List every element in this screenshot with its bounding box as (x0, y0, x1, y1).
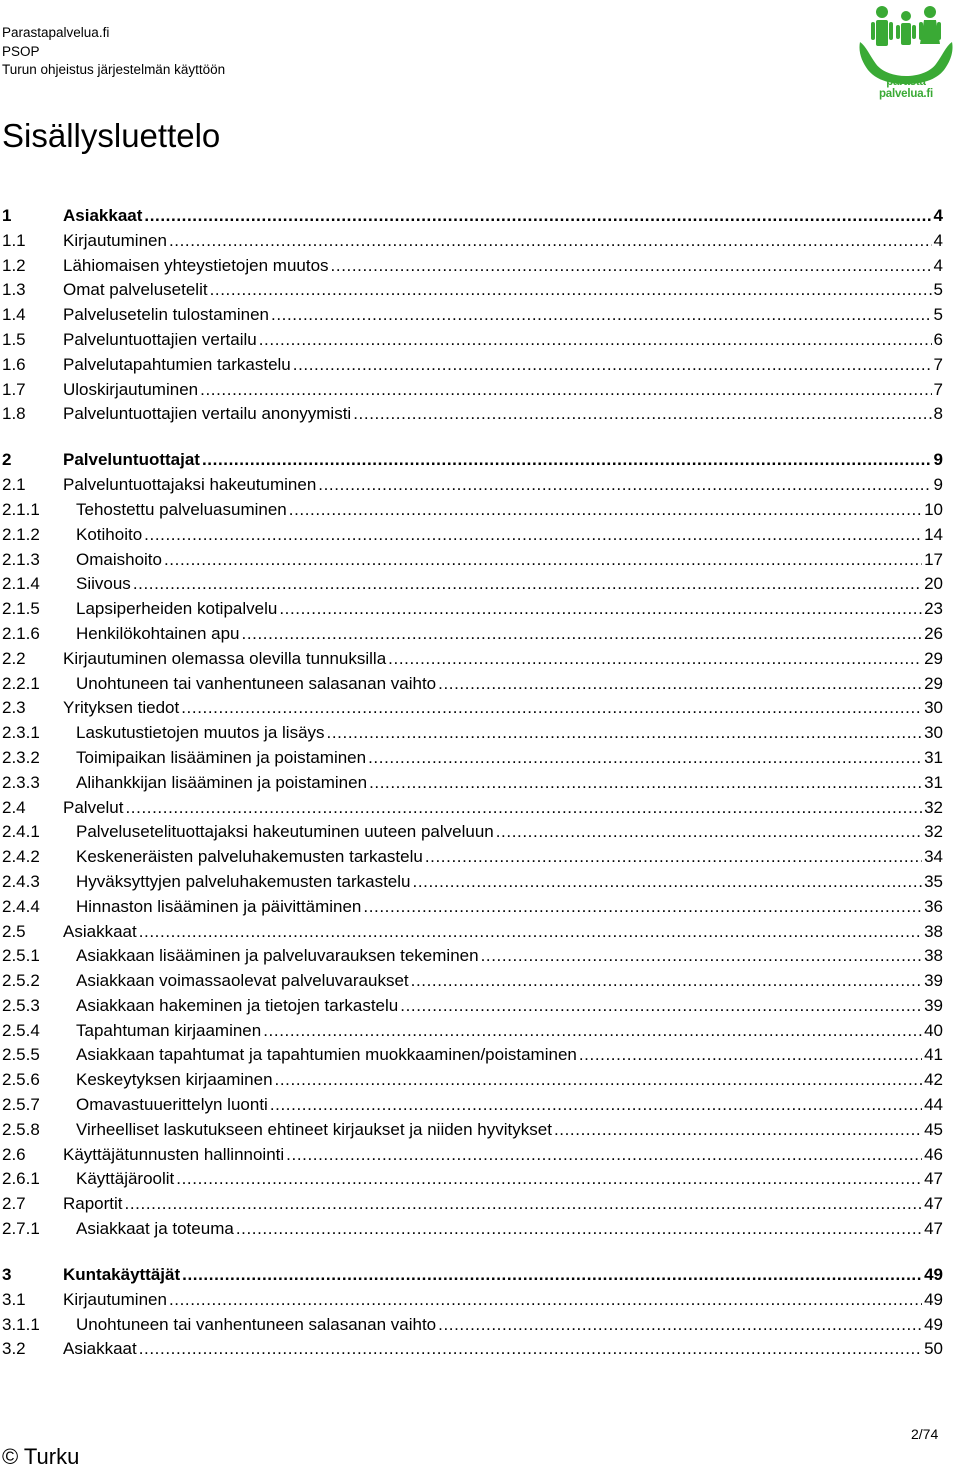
header-document-title: Turun ohjeistus järjestelmän käyttöön (2, 62, 226, 77)
toc-entry-page: 39 (924, 995, 943, 1015)
toc-entry[interactable] (0, 795, 943, 820)
toc-entry-page: 26 (924, 623, 943, 643)
toc-entry-page: 9 (933, 450, 943, 470)
toc-entry-page: 46 (924, 1144, 943, 1164)
toc-entry-link[interactable] (63, 305, 943, 325)
toc-entry[interactable] (0, 571, 943, 596)
toc-entry-label: Omaishoito (76, 549, 162, 569)
toc-entry-link[interactable] (76, 1021, 943, 1041)
toc-entry-link[interactable] (76, 822, 943, 842)
people-hands-logo-icon (858, 2, 954, 86)
toc-entry-label: Henkilökohtainen apu (76, 623, 240, 643)
toc-entry-page: 20 (924, 574, 943, 594)
toc-dot-leader (318, 475, 931, 495)
toc-dot-leader (400, 996, 922, 1016)
toc-entry-page: 29 (924, 648, 943, 668)
toc-entry-number: 2.5.2 (2, 971, 40, 991)
toc-entry-page: 49 (924, 1289, 943, 1309)
toc-entry-link[interactable] (63, 1290, 943, 1310)
toc-entry-label: Palveluntuottajien vertailu anonyymisti (63, 404, 352, 424)
toc-dot-leader (270, 1095, 922, 1115)
toc-entry-link[interactable] (63, 330, 943, 350)
toc-dot-leader (363, 897, 922, 917)
toc-entry-page: 17 (924, 549, 943, 569)
toc-entry[interactable] (0, 1042, 943, 1067)
toc-entry-link[interactable] (76, 1169, 943, 1189)
toc-dot-leader (144, 525, 922, 545)
toc-entry-link[interactable] (63, 404, 943, 424)
toc-entry-link[interactable] (76, 674, 943, 694)
toc-entry-page: 45 (924, 1119, 943, 1139)
toc-entry-number: 2.5.3 (2, 995, 40, 1015)
toc-entry-link[interactable] (63, 1145, 943, 1165)
toc-entry-label: Palvelut (63, 797, 124, 817)
toc-entry[interactable] (0, 401, 943, 426)
toc-entry-number: 2.5.6 (2, 1070, 40, 1090)
toc-entry[interactable] (0, 1262, 943, 1287)
toc-entry-page: 4 (933, 230, 943, 250)
toc-dot-leader (236, 1219, 922, 1239)
toc-entry[interactable] (0, 472, 943, 497)
toc-entry-label: Toimipaikan lisääminen ja poistaminen (76, 747, 367, 767)
toc-entry-number: 1.1 (2, 230, 26, 250)
toc-dot-leader (327, 723, 923, 743)
toc-entry[interactable] (0, 869, 943, 894)
toc-dot-leader (496, 822, 922, 842)
toc-entry-link[interactable] (76, 500, 943, 520)
toc-entry-page: 6 (933, 329, 943, 349)
toc-entry-page: 47 (924, 1194, 943, 1214)
toc-entry-label: Asiakkaat ja toteuma (76, 1219, 234, 1239)
toc-entry-link[interactable] (76, 773, 943, 793)
toc-dot-leader (411, 971, 922, 991)
toc-entry-link[interactable] (76, 1095, 943, 1115)
toc-entry-page: 31 (924, 772, 943, 792)
toc-entry-link[interactable] (76, 1219, 943, 1239)
toc-entry[interactable] (0, 1067, 943, 1092)
toc-entry-number: 2.3.3 (2, 772, 40, 792)
toc-entry-link[interactable] (63, 206, 943, 226)
toc-entry-page: 38 (924, 921, 943, 941)
toc-entry[interactable] (0, 1166, 943, 1191)
toc-entry-number: 2.1.6 (2, 623, 40, 643)
toc-entry-label: Keskeneräisten palveluhakemusten tarkastelu (76, 847, 423, 867)
toc-entry-label: Kirjautuminen (63, 230, 167, 250)
toc-entry-number: 2.4.1 (2, 822, 40, 842)
toc-entry-link[interactable] (63, 649, 943, 669)
toc-entry[interactable] (0, 447, 943, 472)
toc-entry[interactable] (0, 327, 943, 352)
toc-entry[interactable] (0, 919, 943, 944)
toc-entry-label: Lapsiperheiden kotipalvelu (76, 599, 278, 619)
toc-entry-link[interactable] (76, 1315, 943, 1335)
header-site-name: Parastapalvelua.fi (2, 25, 110, 40)
toc-entry-link[interactable] (63, 256, 943, 276)
toc-entry-label: Palveluntuottajaksi hakeutuminen (63, 475, 317, 495)
table-of-contents (0, 203, 943, 1361)
toc-dot-leader (481, 946, 923, 966)
toc-entry-page: 23 (924, 599, 943, 619)
toc-dot-leader (271, 305, 932, 325)
toc-entry[interactable] (0, 596, 943, 621)
toc-entry-page: 10 (924, 499, 943, 519)
toc-entry-link[interactable] (63, 798, 943, 818)
toc-entry-label: Laskutustietojen muutos ja lisäys (76, 723, 325, 743)
toc-entry-link[interactable] (76, 1070, 943, 1090)
toc-entry-link[interactable] (76, 897, 943, 917)
toc-entry-link[interactable] (76, 1045, 943, 1065)
toc-entry-label: Kirjautuminen (63, 1289, 167, 1309)
toc-entry-label: Raportit (63, 1194, 123, 1214)
logo-wordmark: parasta palvelua.fi (878, 76, 934, 100)
toc-entry-number: 2.7 (2, 1194, 26, 1214)
toc-entry[interactable] (0, 522, 943, 547)
toc-entry[interactable] (0, 253, 943, 278)
toc-entry-number: 2.5.7 (2, 1095, 40, 1115)
toc-entry[interactable] (0, 547, 943, 572)
toc-entry-link[interactable] (76, 748, 943, 768)
toc-dot-leader (279, 599, 922, 619)
toc-entry[interactable] (0, 277, 943, 302)
toc-entry-link[interactable] (76, 624, 943, 644)
toc-dot-leader (144, 206, 931, 226)
toc-dot-leader (275, 1070, 923, 1090)
toc-dot-leader (263, 1021, 922, 1041)
toc-dot-leader (210, 280, 932, 300)
footer-page-indicator: 2/74 (911, 1426, 939, 1442)
toc-entry-page: 44 (924, 1095, 943, 1115)
toc-entry[interactable] (0, 695, 943, 720)
toc-dot-leader (286, 1145, 922, 1165)
toc-entry[interactable] (0, 968, 943, 993)
toc-entry-label: Hyväksyttyjen palveluhakemusten tarkastelu (76, 871, 411, 891)
toc-entry-number: 2.5 (2, 921, 26, 941)
toc-entry-label: Kuntakäyttäjät (63, 1265, 181, 1285)
toc-entry-page: 32 (924, 822, 943, 842)
toc-entry-label: Kirjautuminen olemassa olevilla tunnuksilla (63, 648, 387, 668)
toc-dot-leader (200, 380, 931, 400)
toc-entry-number: 1.3 (2, 280, 26, 300)
toc-dot-leader (259, 330, 932, 350)
toc-entry-number: 2.1 (2, 475, 26, 495)
toc-entry-page: 5 (933, 305, 943, 325)
toc-entry-number: 2.3.2 (2, 747, 40, 767)
toc-entry-page: 7 (933, 379, 943, 399)
toc-entry-number: 2.1.5 (2, 599, 40, 619)
toc-entry[interactable] (0, 993, 943, 1018)
parastapalvelua-logo (858, 2, 954, 100)
toc-entry-number: 3.1.1 (2, 1314, 40, 1334)
toc-entry-label: Asiakkaan hakeminen ja tietojen tarkastelu (76, 995, 399, 1015)
toc-entry-link[interactable] (76, 723, 943, 743)
toc-entry[interactable] (0, 1336, 943, 1361)
toc-dot-leader (182, 1265, 922, 1285)
toc-entry-number: 2.1.2 (2, 524, 40, 544)
toc-entry-number: 1.8 (2, 404, 26, 424)
toc-entry-label: Unohtuneen tai vanhentuneen salasanan vaihto (76, 673, 437, 693)
toc-entry-page: 42 (924, 1070, 943, 1090)
toc-entry-label: Käyttäjätunnusten hallinnointi (63, 1144, 285, 1164)
toc-dot-leader (579, 1045, 922, 1065)
toc-entry-page: 4 (933, 255, 943, 275)
toc-entry-link[interactable] (76, 872, 943, 892)
toc-entry-link[interactable] (76, 599, 943, 619)
toc-entry-label: Yrityksen tiedot (63, 698, 180, 718)
toc-entry[interactable] (0, 943, 943, 968)
page-title: Sisällysluettelo (2, 117, 221, 154)
toc-entry-label: Lähiomaisen yhteystietojen muutos (63, 255, 329, 275)
toc-entry[interactable] (0, 1216, 943, 1241)
toc-entry-page: 32 (924, 797, 943, 817)
toc-entry-number: 2.3 (2, 698, 26, 718)
header-system-name: PSOP (2, 43, 40, 59)
toc-entry-link[interactable] (63, 698, 943, 718)
toc-entry-page: 8 (933, 404, 943, 424)
toc-entry-number: 2.3.1 (2, 723, 40, 743)
toc-dot-leader (369, 773, 922, 793)
toc-entry-number: 2.5.8 (2, 1119, 40, 1139)
toc-entry-link[interactable] (63, 450, 943, 470)
toc-entry-number: 3.1 (2, 1289, 26, 1309)
toc-entry[interactable] (0, 671, 943, 696)
toc-entry-link[interactable] (76, 996, 943, 1016)
toc-entry-link[interactable] (63, 1194, 943, 1214)
toc-entry-page: 50 (924, 1339, 943, 1359)
toc-entry[interactable] (0, 621, 943, 646)
toc-entry-number: 2.6 (2, 1144, 26, 1164)
toc-entry[interactable] (0, 302, 943, 327)
toc-entry-number: 2.5.1 (2, 946, 40, 966)
toc-entry-number: 2 (2, 450, 12, 470)
toc-entry-label: Asiakkaan voimassaolevat palveluvaraukset (76, 971, 409, 991)
toc-entry-link[interactable] (76, 550, 943, 570)
toc-entry-page: 31 (924, 747, 943, 767)
toc-dot-leader (289, 500, 922, 520)
toc-entry[interactable] (0, 1092, 943, 1117)
toc-entry-label: Alihankkijan lisääminen ja poistaminen (76, 772, 368, 792)
toc-entry-label: Uloskirjautuminen (63, 379, 199, 399)
toc-dot-leader (425, 847, 922, 867)
toc-dot-leader (438, 1315, 922, 1335)
toc-entry-page: 49 (924, 1314, 943, 1334)
toc-entry-number: 1.6 (2, 354, 26, 374)
toc-entry[interactable] (0, 1117, 943, 1142)
toc-entry-page: 29 (924, 673, 943, 693)
toc-entry-label: Unohtuneen tai vanhentuneen salasanan vaihto (76, 1314, 437, 1334)
toc-entry[interactable] (0, 844, 943, 869)
toc-entry-label: Palvelusetelin tulostaminen (63, 305, 270, 325)
toc-dot-leader (139, 1339, 922, 1359)
toc-entry-number: 2.5.5 (2, 1045, 40, 1065)
toc-entry-label: Palveluntuottajien vertailu (63, 329, 257, 349)
toc-dot-leader (125, 1194, 923, 1214)
toc-entry-label: Hinnaston lisääminen ja päivittäminen (76, 896, 362, 916)
toc-entry[interactable] (0, 1018, 943, 1043)
toc-entry-label: Virheelliset laskutukseen ehtineet kirjaukset ja niiden hyvitykset (76, 1119, 552, 1139)
toc-entry-page: 49 (924, 1265, 943, 1285)
toc-entry-number: 2.4.3 (2, 871, 40, 891)
toc-entry-link[interactable] (63, 922, 943, 942)
toc-entry[interactable] (0, 228, 943, 253)
toc-entry-page: 47 (924, 1219, 943, 1239)
toc-entry-number: 2.1.4 (2, 574, 40, 594)
toc-entry-label: Omavastuuerittelyn luonti (76, 1095, 268, 1115)
toc-dot-leader (242, 624, 923, 644)
toc-entry-link[interactable] (63, 475, 943, 495)
toc-entry[interactable] (0, 203, 943, 228)
toc-entry-link[interactable] (76, 1120, 943, 1140)
toc-entry-page: 41 (924, 1045, 943, 1065)
document-header (2, 24, 225, 80)
toc-entry-page: 9 (933, 475, 943, 495)
toc-entry-number: 3.2 (2, 1339, 26, 1359)
toc-entry-label: Palveluntuottajat (63, 450, 200, 470)
toc-entry-page: 7 (933, 354, 943, 374)
toc-entry[interactable] (0, 720, 943, 745)
toc-entry-page: 38 (924, 946, 943, 966)
toc-entry[interactable] (0, 819, 943, 844)
toc-dot-leader (181, 698, 922, 718)
toc-dot-leader (293, 355, 932, 375)
toc-entry-number: 2.4 (2, 797, 26, 817)
toc-entry-label: Omat palvelusetelit (63, 280, 208, 300)
toc-dot-leader (554, 1120, 922, 1140)
toc-entry-number: 2.1.1 (2, 499, 40, 519)
toc-entry-page: 4 (933, 206, 943, 225)
toc-entry[interactable] (0, 646, 943, 671)
toc-entry-page: 36 (924, 896, 943, 916)
toc-entry-link[interactable] (76, 946, 943, 966)
toc-entry-number: 2.2 (2, 648, 26, 668)
toc-entry-link[interactable] (76, 574, 943, 594)
toc-entry-page: 34 (924, 847, 943, 867)
toc-entry-label: Keskeytyksen kirjaaminen (76, 1070, 273, 1090)
toc-entry-page: 40 (924, 1020, 943, 1040)
toc-entry-number: 2.5.4 (2, 1020, 40, 1040)
toc-dot-leader (164, 550, 922, 570)
toc-entry-number: 2.1.3 (2, 549, 40, 569)
toc-dot-leader (202, 450, 932, 470)
toc-entry-number: 2.2.1 (2, 673, 40, 693)
toc-entry-number: 3 (2, 1265, 12, 1285)
toc-entry[interactable] (0, 770, 943, 795)
toc-entry-link[interactable] (63, 280, 943, 300)
toc-entry-number: 1.5 (2, 329, 26, 349)
toc-dot-leader (169, 1290, 922, 1310)
toc-entry-label: Asiakkaat (63, 1339, 137, 1359)
toc-entry-number: 2.4.4 (2, 896, 40, 916)
toc-entry-link[interactable] (63, 231, 943, 251)
toc-entry[interactable] (0, 1191, 943, 1216)
toc-entry-label: Tapahtuman kirjaaminen (76, 1020, 262, 1040)
toc-entry-page: 30 (924, 698, 943, 718)
toc-entry-number: 1.4 (2, 305, 26, 325)
toc-dot-leader (133, 574, 922, 594)
toc-dot-leader (169, 231, 932, 251)
toc-entry-label: Asiakkaat (63, 921, 137, 941)
toc-entry-page: 5 (933, 280, 943, 300)
toc-dot-leader (331, 256, 932, 276)
toc-entry[interactable] (0, 497, 943, 522)
toc-entry-label: Asiakkaan lisääminen ja palveluvarauksen tekeminen (76, 946, 479, 966)
toc-entry-link[interactable] (63, 355, 943, 375)
toc-entry-label: Palvelusetelituottajaksi hakeutuminen uuteen palveluun (76, 822, 494, 842)
toc-dot-leader (139, 922, 922, 942)
toc-entry[interactable] (0, 1312, 943, 1337)
toc-dot-leader (176, 1169, 922, 1189)
toc-entry-link[interactable] (76, 971, 943, 991)
toc-entry[interactable] (0, 1287, 943, 1312)
toc-entry-page: 39 (924, 971, 943, 991)
toc-dot-leader (368, 748, 922, 768)
toc-entry-page: 35 (924, 871, 943, 891)
toc-entry[interactable] (0, 894, 943, 919)
toc-entry-link[interactable] (76, 525, 943, 545)
toc-entry-label: Tehostettu palveluasuminen (76, 499, 287, 519)
toc-dot-leader (388, 649, 922, 669)
toc-dot-leader (413, 872, 923, 892)
toc-dot-leader (438, 674, 922, 694)
toc-entry[interactable] (0, 1142, 943, 1167)
toc-entry-number: 1.2 (2, 255, 26, 275)
toc-entry-label: Käyttäjäroolit (76, 1169, 175, 1189)
toc-entry-link[interactable] (63, 1265, 943, 1285)
toc-entry-number: 2.7.1 (2, 1219, 40, 1239)
toc-entry-page: 30 (924, 723, 943, 743)
toc-entry-label: Siivous (76, 574, 131, 594)
toc-entry-label: Palvelutapahtumien tarkastelu (63, 354, 291, 374)
toc-entry-number: 1 (2, 206, 12, 225)
toc-entry-number: 2.4.2 (2, 847, 40, 867)
toc-entry[interactable] (0, 352, 943, 377)
toc-entry[interactable] (0, 377, 943, 402)
toc-entry-link[interactable] (76, 847, 943, 867)
toc-entry-number: 1.7 (2, 379, 26, 399)
toc-entry-link[interactable] (63, 1339, 943, 1359)
toc-entry-link[interactable] (63, 380, 943, 400)
toc-entry-page: 14 (924, 524, 943, 544)
toc-entry-label: Asiakkaan tapahtumat ja tapahtumien muokkaaminen/poistaminen (76, 1045, 577, 1065)
toc-entry-label: Asiakkaat (63, 206, 143, 225)
toc-dot-leader (125, 798, 922, 818)
toc-entry-page: 47 (924, 1169, 943, 1189)
toc-entry-label: Kotihoito (76, 524, 143, 544)
toc-entry-number: 2.6.1 (2, 1169, 40, 1189)
toc-entry[interactable] (0, 745, 943, 770)
toc-dot-leader (353, 404, 931, 424)
footer-copyright: © Turku (2, 1444, 80, 1469)
